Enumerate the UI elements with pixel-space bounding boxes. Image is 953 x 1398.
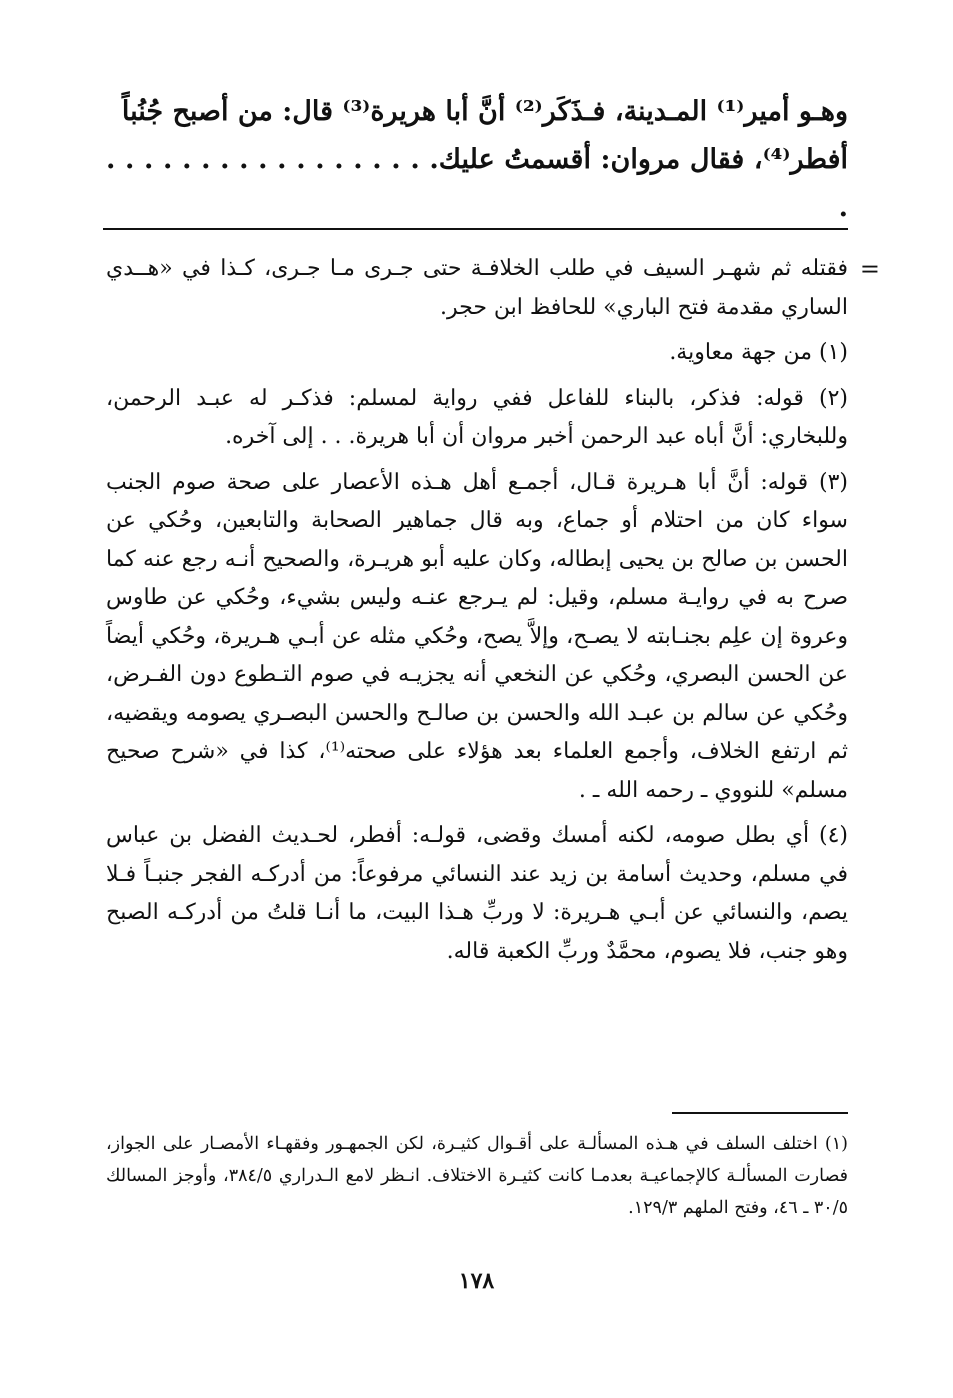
footnote-separator [672,1112,848,1114]
continuation-mark: = [859,255,880,283]
commentary-note-2: (٢) قوله: فذكر، بالبناء للفاعل ففي رواية لمسلم: فذكـر له عبـد الرحمن، وللبخاري: أنَّ أباه عبد الرحمن أخبر مروان أن أبا هريرة. . . إلى آخره. [106,385,848,449]
main-text-block [106,88,848,232]
main-text-line-1: وهـو أمير⁽¹⁾ المـدينة، فـذَكَر⁽²⁾ أنَّ أبا هريرة⁽³⁾ قال: من أصبح جُنُباً [121,96,848,127]
footnote-block [106,1128,848,1224]
commentary-note-4: (٤) أي بطل صومه، لكنه أمسك وقضى، قولـه: أفطر، لحـديث الفضل بن عباس في مسلم، وحديث أسامة بن زيد عند النسائي مرفوعاً: من أدركـه الفجر جنبـاً فـلا يصم، والنسائي عن أبـي هـريرة: لا وربِّ هـذا البيت، ما أنـا قلتُ من أدركـه الصبح وهو جنب، فلا يصوم، محمَّدٌ وربِّ الكعبة قاله. [106,823,848,964]
commentary-block [106,250,880,978]
commentary-note-3: (٣) قوله: أنَّ أبا هـريرة قـال، أجمـع أهل هـذه الأعصار على صحة صوم الجنب سواء كان من احتلام أو جماع، وبه قال جماهير الصحابة والتابعين، وحُكي عن الحسن بن صالح بن يحيى إبطاله، وكان عليه أبو هريـرة، والصحيح أنـه رجع عنه كما صرح به في روايـة مسلم، وقيل: لم يـرجع عنـه وليس بشيء، وحُكي عن طاوس وعروة إن علِم بجنـابته لا يصـح، وإلاَّ يصح، وحُكي مثله عن أبـي هـريرة، وحُكي أيضاً عن الحسن البصري، وحُكي عن النخعي أنه يجزيـه في صوم التـطوع دون الفـرض، وحُكي عن سالم بن عبـد الله والحسن بن صالـح والحسن البصـري يصومه ويقضيه، ثم ارتفع الخلاف، وأجمع العلماء بعد هؤلاء على صحته⁽¹⁾، كذا في «شرح صحيح مسلم» للنووي ـ رحمه الله ـ . [106,469,849,803]
separator-rule [103,228,848,230]
footnote-text: (١) اختلف السلف في هـذه المسألـة على أقـوال كثيـرة، لكن الجمهـور وفقهـاء الأمصـار على الجواز، فصارت المسألـة كالإجماعيـة بعدمـا كانت كثيـرة الاختلاف. انـظر لامع الـدراري ٣٨٤/٥، وأوجز المسالك ٣٠/٥ ـ ٤٦، وفتح الملهم ١٢٩/٣. [106,1134,848,1218]
main-text-line-2: أفطر⁽⁴⁾، فقال مروان: أقسمتُ عليك. . . . . . . . . . . . . . . . . . . [106,144,848,223]
page-number: ١٧٨ [458,1268,495,1294]
commentary-intro: فقتله ثم شهـر السيف في طلب الخلافـة حتى جـرى مـا جـرى، كـذا في «هــدي الساري مقدمة فتح الباري» للحافظ ابن حجر. [106,256,848,320]
commentary-note-1: (١) من جهة معاوية. [669,340,848,365]
